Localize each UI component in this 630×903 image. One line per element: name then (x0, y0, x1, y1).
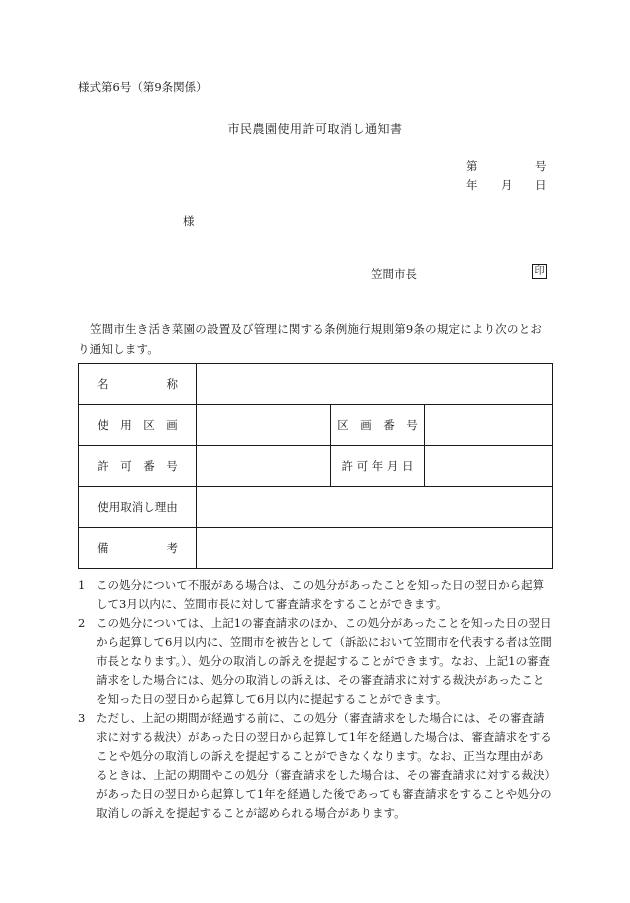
day-label: 日 (535, 178, 547, 192)
month-label: 月 (501, 178, 513, 192)
intro-paragraph: 笠間市生き活き菜園の設置及び管理に関する条例施行規則第9条の規定により次のとおり通知します。 (78, 322, 543, 356)
note-item (78, 709, 552, 823)
seal-stamp: 印 (532, 264, 547, 279)
table-row-area (79, 405, 553, 446)
note-text: ただし、上記の期間が経過する前に、この処分（審査請求をした場合には、その審査請求に対する裁決）があった日の翌日から起算して1年を経過した場合は、審査請求をすることや処分の取消しの訴えを提起することができなくなります。なお、正当な理由があるときは、上記の期間やこの処分（審査請求をした場合は、その審査請求に対する裁決）があった日の翌日から起算して1年を経過した後であっても審査請求をすることや処分の取消しの訴えを提起することが認められる場合があります。 (96, 711, 552, 820)
number-suffix: 号 (535, 159, 547, 173)
note-item (78, 614, 552, 709)
remarks-value-cell (197, 528, 553, 569)
permit-number-label: 許 可 番 号 (79, 446, 197, 487)
document-title: 市民農園使用許可取消し通知書 (227, 122, 403, 136)
form-number: 様式第6号（第9条関係） (78, 80, 208, 94)
name-label: 名 称 (79, 364, 197, 405)
area-number-value-cell (425, 405, 553, 446)
year-label: 年 (466, 178, 478, 192)
table-row-name (79, 364, 553, 405)
permit-date-value-cell (425, 446, 553, 487)
name-value-cell (197, 364, 553, 405)
area-label: 使 用 区 画 (79, 405, 197, 446)
table-row-reason (79, 487, 553, 528)
permit-number-value-cell (197, 446, 331, 487)
note-number: 3 (78, 711, 86, 725)
permit-date-label: 許 可 年 月 日 (331, 446, 425, 487)
reason-label: 使用取消し理由 (79, 487, 197, 528)
notes-list (78, 576, 552, 823)
table-row-permit (79, 446, 553, 487)
reason-value-cell (197, 487, 553, 528)
addressee-suffix: 様 (183, 214, 195, 228)
sender-name: 笠間市長 (371, 267, 417, 281)
note-number: 1 (78, 578, 86, 592)
note-item (78, 576, 552, 614)
note-text: この処分については、上記1の審査請求のほか、この処分があったことを知った日の翌日から起算して6月以内に、笠間市を被告として（訴訟において笠間市を代表する者は笠間市長となります。）、処分の取消しの訴えを提起することができます。なお、上記1の審査請求をした場合には、処分の取消しの訴えは、その審査請求に対する裁決があったことを知った日の翌日から起算して6月以内に提起することができます。 (96, 616, 552, 706)
info-table (78, 363, 553, 569)
number-prefix: 第 (466, 159, 478, 173)
remarks-label: 備 考 (79, 528, 197, 569)
note-number: 2 (78, 616, 86, 630)
area-number-label: 区 画 番 号 (331, 405, 425, 446)
note-text: この処分について不服がある場合は、この処分があったことを知った日の翌日から起算して3月以内に、笠間市長に対して審査請求をすることができます。 (96, 578, 545, 611)
area-value-cell (197, 405, 331, 446)
table-row-remarks (79, 528, 553, 569)
